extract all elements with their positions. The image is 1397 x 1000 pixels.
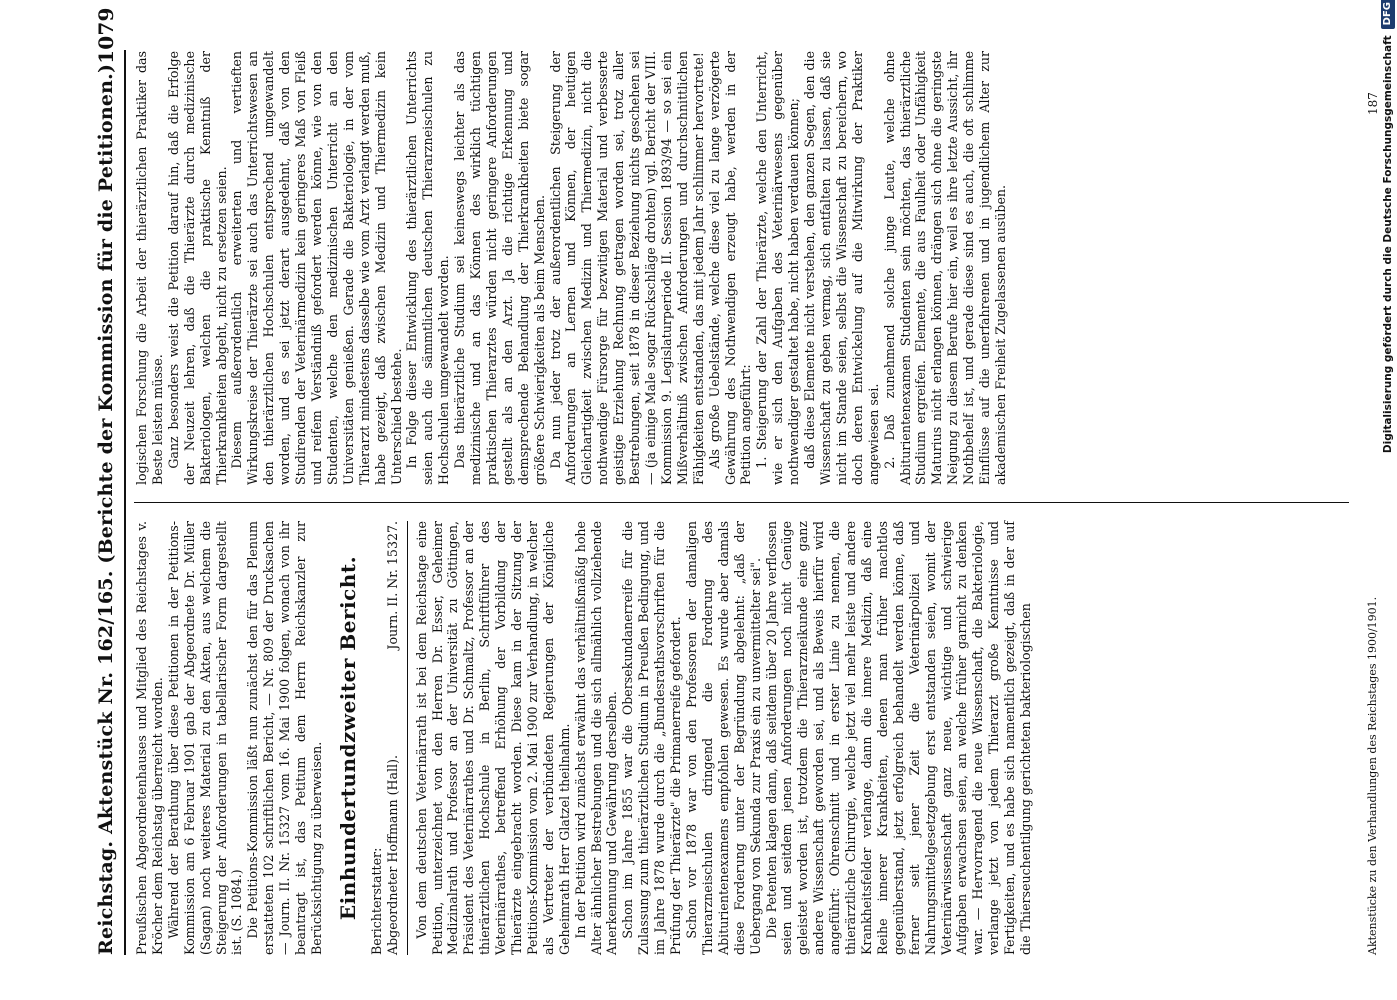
paragraph: Die Petenten klagen dann, daß seitdem über 20 Jahre verflossen seien und seitdem jenen Anforderungen noch nicht Genüge geleistet worden ist, trotzdem die Thierarzneikunde eine ganz andere Wissenschaft geworden sei, und als Beweis hierfür wird angeführt: Ohrenschnitt und in erster Linie zu nennen, die thierärztliche Chirurgie, welche jetzt viel mehr leiste und andere Krankheitsfelder verlange, dann die innere Medizin, daß eine Reihe innerer Krankheiten, denen man früher machtlos gegenüberstand, jetzt erfolgreich behandelt werden könne, daß ferner seit jener Zeit die Veterinärpolizei und Nahrungsmittelgesetzgebung erst entstanden seien, womit der Veterinärwissenschaft ganz neue, wichtige und schwierige Aufgaben erwachsen seien, an welche früher garnicht zu denken war. — Hervorragend die neue Wissenschaft, die Bakteriologie, verlange jetzt von jedem Thierarzt große Kenntnisse und Fertigkeiten, und es habe sich namentlich gezeigt, daß in der auf die Thierseuchentilgung gerichteten bakteriologischen xyxy=(763,521,1034,955)
header-title: Reichstag. Aktenstück Nr. 162/165. (Berichte der Kommission für die Petitionen.) xyxy=(95,63,117,955)
page-number: 1079 xyxy=(94,7,118,64)
paragraph: Von dem deutschen Veterinärrath ist bei dem Reichstage eine Petition, unterzeichnet von den Herren Dr. Esser, Geheimer Medizinalrath und Professor an der Universität zu Göttingen, Präsident des Veterinärrathes und Dr. Schmaltz, Professor an der thierärztlichen Hochschule in Berlin, Schriftführer des Veterinärrathes, betreffend Erhöhung der Vorbildung der Thierärzte eingebracht worden. Diese kam in der Sitzung der Petitions-Kommission vom 2. Mai 1900 zur Verhandlung, in welcher als Vertreter der verbündeten Regierungen der Königliche Geheimrath Herr Glatzel theilnahm. xyxy=(413,521,572,955)
column-left xyxy=(134,521,1034,955)
paragraph: Das thierärztliche Studium sei keineswegs leichter als das medizinische und an das Können des wirklich tüchtigen praktischen Thierarztes würden nicht geringere Anforderungen gestellt als an den Arzt. Ja die richtige Erkennung und demsprechende Behandlung der Thierkrankheiten biete sogar größere Schwierigkeiten als beim Menschen. xyxy=(452,51,547,485)
paragraph: 2. Daß zunehmend solche junge Leute, welche ohne Abiturientenexamen Studenten sein möchten, das thierärztliche Studium ergreifen. Elemente, die aus Faulheit oder Unfähigkeit Maturius nicht erlangen können, drängen sich ohne die geringste Neigung zu diesem Berufe hier ein, weil es ihre letzte Aussicht, ihr Nothbehelf ist, und gerade diese sind es auch, die oft schlimme Einflüsse auf die unerfahrenen und in jugendlichem Alter zur akademischen Freiheit Zugelassenen ausüben. xyxy=(881,51,1008,485)
journal-number: Journ. II. Nr. 15327. xyxy=(384,521,400,650)
reporter-name: Abgeordneter Hoffmann (Hall). xyxy=(384,755,400,955)
paragraph: Schon vor 1878 war von den Professoren der damaligen Thierarzneischulen dringend die Forderung des Abiturientenexamens empfohlen gewesen. Es wurde aber damals diese Forderung unter der Begründung abgelehnt: „daß der Uebergang von Sekunda zur Praxis ein zu unvermittelter sei". xyxy=(684,521,763,955)
paragraph: Die Petitions-Kommission läßt nun zunächst den für das Plenum erstatteten 102 schriftlichen Bericht, — Nr. 809 der Drucksachen — Journ. II. Nr. 15327 vom 16. Mai 1900 folgen, wonach von ihr beantragt ist, das Petitum dem Herrn Reichskanzler zur Berücksichtigung zu überweisen. xyxy=(245,521,324,955)
paragraph: In der Petition wird zunächst erwähnt das verhältnißmäßig hohe Alter ähnlicher Bestrebungen und die sich allmählich vollziehende Anerkennung und Gewährung derselben. xyxy=(572,521,620,955)
paragraph: 1. Steigerung der Zahl der Thierärzte, welche den Unterricht, wie er sich den Aufgaben des Veterinärwesens gegenüber nothwendiger gestaltet habe, nicht haben verdauen können; xyxy=(754,51,802,485)
paragraph: Während der Berathung über diese Petitionen in der Petitions-Kommission am 6 Februar 1901 gab der Abgeordnete Dr. Müller (Sagan) noch weiteres Material zu den Akten, aus welchem die Steigerung der Anforderungen in tabellarischer Form dargestellt ist. (S. 1084.) xyxy=(165,521,245,955)
report-heading: Einhundertundzweiter Bericht. xyxy=(335,555,360,921)
rule xyxy=(407,521,408,955)
paragraph: Preußischen Abgeordnetenhauses und Mitglied des Reichstages v. Kröcher dem Reichstag überreicht worden. xyxy=(134,521,165,955)
sheet-number: 187 xyxy=(1366,92,1380,115)
column-right xyxy=(134,51,1009,485)
watermark-text: Digitalisierung gefördert durch die Deutsche Forschungsgemeinschaft xyxy=(1382,35,1394,454)
dfg-logo: DFG xyxy=(1381,0,1395,29)
paragraph: logischen Forschung die Arbeit der thierärztlichen Praktiker das Beste leisten müsse. xyxy=(134,51,165,485)
footer-note: Aktenstücke zu den Verhandlungen des Reichstages 1900/1901. xyxy=(1366,596,1379,955)
watermark xyxy=(1380,0,1396,998)
column-divider xyxy=(134,502,1349,503)
paragraph: Ganz besonders weist die Petition darauf hin, daß die Erfolge der Neuzeit lehren, daß die Thierärzte durch medizinische Bakteriologen, welchen die praktische Kenntniß der Thierkrankheiten abgeht, nicht zu ersetzen seien. xyxy=(165,51,229,485)
watermark-strip xyxy=(1378,0,1397,1000)
paragraph: Schon im Jahre 1855 war die Obersekundanerreife für die Zulassung zum thierärztlichen Studium in Preußen Bedingung, und im Jahre 1878 wurde durch die „Bundesrathsvorschriften für die Prüfung der Thierärzte" die Primanerreife gefordert. xyxy=(620,521,684,955)
reporter-label: Berichterstatter: xyxy=(368,847,384,955)
paragraph: Diesem außerordentlich erweiterten und vertieften Wirkungskreise der Thierärzte sei auch das Unterrichtswesen an den thierärztlichen Hochschulen entsprechend umgewandelt worden, und es sei jetzt derart ausgedehnt, daß von den Studirenden der Veterinärmedizin kein geringeres Maß von Fleiß und reifem Verständniß gefordert werden könne, wie von den Studenten, welche den medizinischen Unterricht an den Universitäten genießen. Gerade die Bakteriologie, in der vom Thierarzt mindestens dasselbe wie vom Arzt verlangt werden muß, habe gezeigt, daß zwischen Medizin und Thiermedizin kein Unterschied bestehe. xyxy=(229,51,404,485)
reporter-line xyxy=(385,521,401,955)
paragraph: daß diese Elemente nicht verstehen, den ganzen Segen, den die Wissenschaft zu geben vermag, sich entfalten zu lassen, daß sie nicht im Stande seien, selbst die Wissenschaft zu bereichern, wo doch deren Entwickelung auf die Mitwirkung der Praktiker angewiesen sei. xyxy=(802,51,881,485)
paragraph: Da nun jeder trotz der außerordentlichen Steigerung der Anforderungen an Lernen und Können, der heutigen Gleichartigkeit zwischen Medizin und Thiermedizin, nicht die nothwendige Fürsorge für bezwitigen Material und verbesserte geistige Erziehung Rechnung getragen worden sei, trotz aller Bestrebungen, seit 1878 in dieser Beziehung nichts geschehen sei — (ja einige Male sogar Rückschläge drohten) vgl. Bericht der VIII. Kommission 9. Legislaturperiode II. Session 1893/94 — so sei ein Mißverhältniß zwischen Anforderungen und durchschnittlichen Fähigkeiten entstanden, das mit jedem Jahr schlimmer hervortrete! xyxy=(547,51,706,485)
paragraph: In Folge dieser Entwicklung des thierärztlichen Unterrichts seien auch die sämmtlichen deutschen Thierarzneischulen zu Hochschulen umgewandelt worden. xyxy=(404,51,452,485)
page-header xyxy=(88,7,126,955)
paragraph: Als große Uebelstände, welche diese viel zu lange verzögerte Gewährung des Nothwendigen erzeugt habe, werden in der Petition angeführt: xyxy=(706,51,754,485)
